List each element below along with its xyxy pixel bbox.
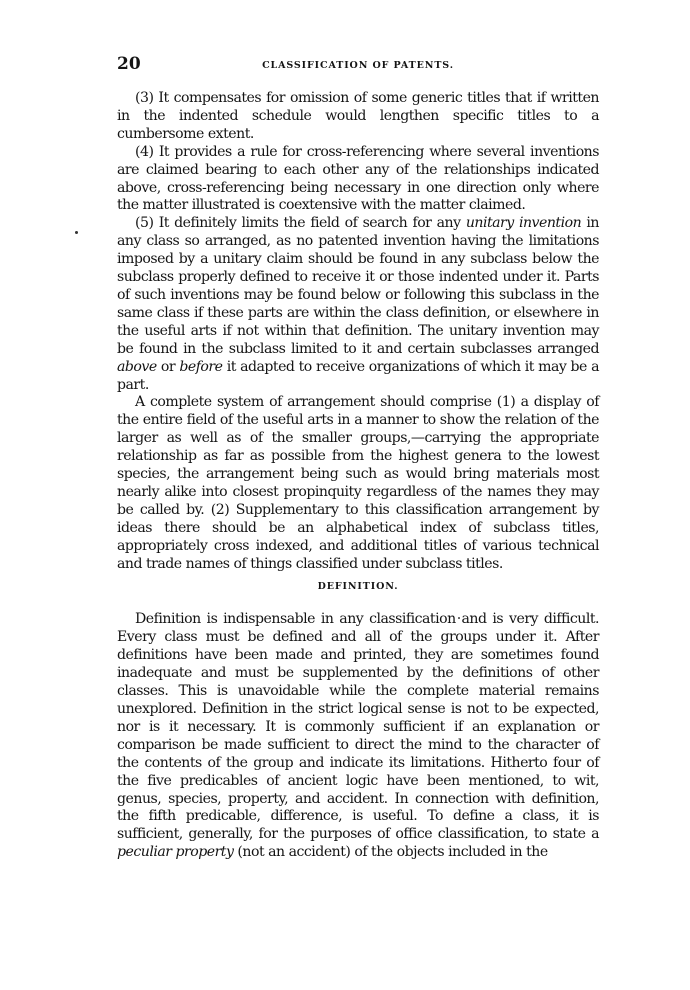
- margin-mark: [75, 231, 78, 234]
- paragraph-item-5: [117, 215, 599, 394]
- item-5-emphasis-before: before: [179, 358, 223, 375]
- document-page: [117, 50, 599, 862]
- page-header: [117, 50, 599, 80]
- item-5-emphasis-unitary-invention: unitary invention: [465, 215, 582, 232]
- definition-text-a: Definition is indispensable in any classification and is very difficult. Every class must be defined and all of the groups under it. After definitions have been made and printed, they are sometimes found inadequate and must be supplemented by the definitions of other classes. This is unavoidable while the complete material remains unexplored. Definition in the strict logical sense is not to be expected, nor is it necessary. It is commonly sufficient if an explanation or comparison be made sufficient to direct the mind to the character of the contents of the group and indicate its limitations. Hitherto four of the five predicables of ancient logic have been mentioned, to wit, genus, species, property, and accident. In connection with definition, the fifth predicable, difference, is useful. To define a class, it is sufficient, generally, for the purposes of office classification, to state a: [117, 611, 599, 843]
- item-5-text-d: it adapted to receive organizations of which it may be a part.: [117, 358, 600, 393]
- section-heading-definition: DEFINITION.: [317, 581, 399, 593]
- paragraph-system-of-arrangement: A complete system of arrangement should comprise (1) a display of the entire field of the useful arts in a manner to show the relation of the larger as well as of the smaller groups,—carrying the appropriate relationship as far as possible from the highest genera to the lowest species, the arrangement being such as would bring materials most nearly alike into closest propinquity regardless of the names they may be called by. (2) Supplementary to this classification arrangement by ideas there should be an alphabetical index of subclass titles, appropriately cross indexed, and additional titles of various technical and trade names of things classified under subclass titles.: [117, 394, 599, 572]
- paragraph-item-4: (4) It provides a rule for cross-referencing where several inventions are claimed bearing to each other any of the relationships indicated above, cross-referencing being necessary in one direction only where the matter illustrated is coextensive with the matter claimed.: [117, 143, 599, 214]
- item-5-text-b: in any class so arranged, as no patented invention having the limitations imposed by a unitary claim should be found in any subclass below the subclass properly defined to receive it or those indented under it. Parts of such inventions may be found below or following this subclass in the same class if these parts are within the class definition, or elsewhere in the useful arts if not within that definition. The unitary invention may be found in the subclass limited to it and certain subclasses arranged: [117, 215, 599, 357]
- page-number: 20: [117, 54, 141, 74]
- paragraph-definition: [117, 611, 599, 862]
- running-title: CLASSIFICATION OF PATENTS.: [262, 60, 454, 71]
- item-5-emphasis-above: above: [117, 358, 157, 375]
- paragraph-item-3: (3) It compensates for omission of some generic titles that if written in the indented schedule would lengthen specific titles to a cumbersome extent.: [117, 90, 599, 142]
- definition-text-b: (not an accident) of the objects included in the: [233, 844, 548, 861]
- item-5-text-c: or: [156, 358, 180, 375]
- item-5-text-a: (5) It definitely limits the field of search for any: [135, 215, 466, 232]
- definition-emphasis-peculiar-property: peculiar property: [117, 844, 234, 861]
